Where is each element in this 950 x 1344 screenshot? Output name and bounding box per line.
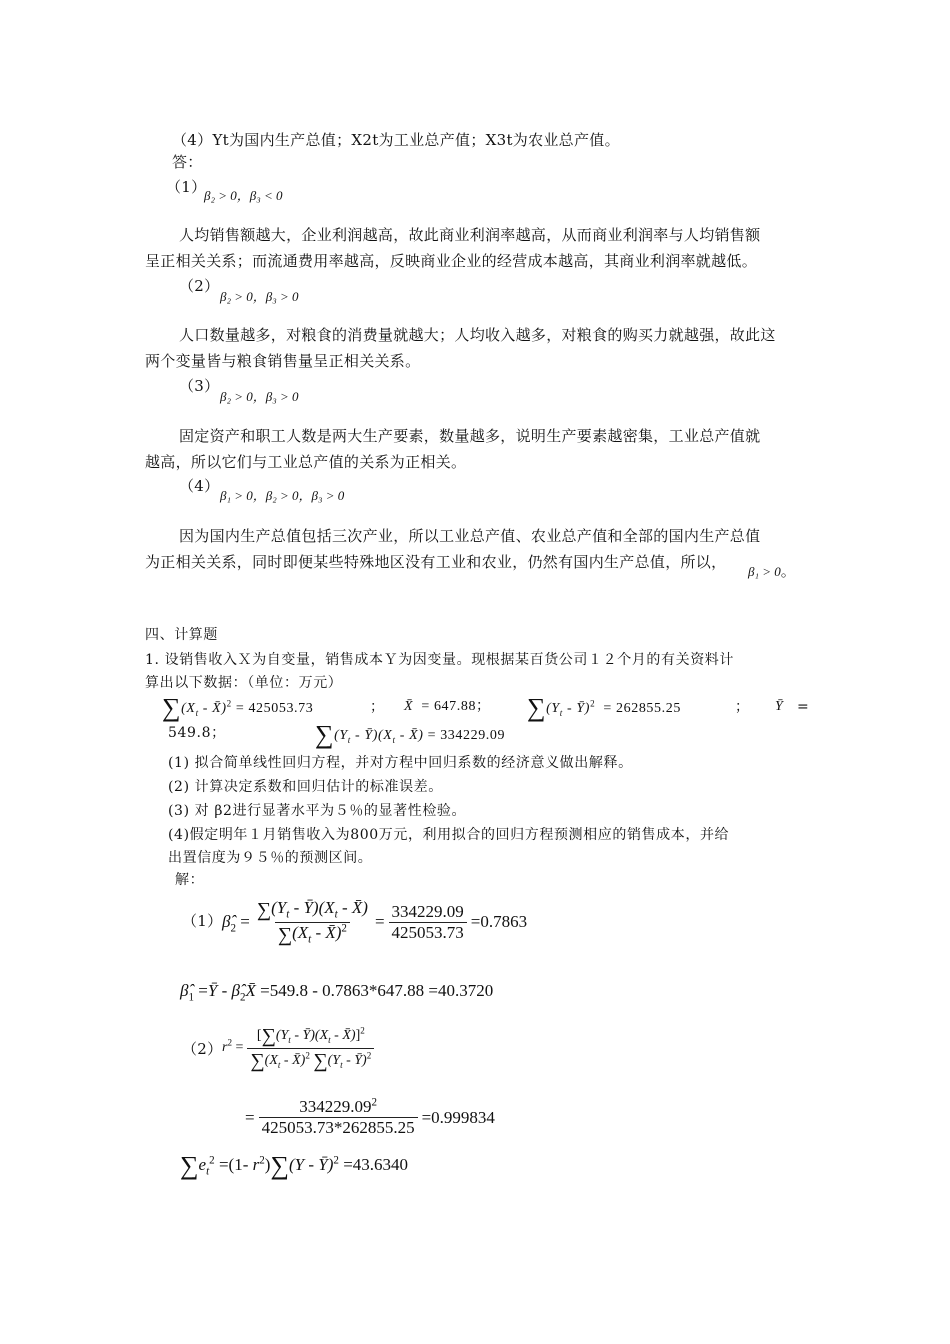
answer-3-condition: β₂ > 0，β₃ > 0 — [220, 389, 299, 404]
given-ybar-value: 549.8； — [168, 725, 226, 741]
sub-question-4-line2: 出置信度为９５％的预测区间。 — [168, 850, 373, 866]
r2-fraction-numeric: $\frac{334229.09^2}{425053.73*262855.25}$ — [259, 1097, 418, 1139]
given-sep-2: ； — [735, 699, 750, 715]
given-ybar: Ȳ — [775, 699, 784, 714]
answer-2-text-line2: 两个变量皆与粮食销售量呈正相关关系。 — [145, 352, 421, 370]
sse-formula: $\sum e_t^2 =(1-$ $r^2)\sum(Y$ - Ȳ)$^2$ =43.6340 — [180, 1151, 409, 1180]
solution-1-number: （1） — [182, 912, 223, 930]
r2-formula: $r^2$ = $\frac{[\sum(Y_t - Ȳ)(X_t - X̄)]^2}{\sum(X_t - X̄)^2 \sum(Y_t - Ȳ)^2}$ — [222, 1024, 374, 1073]
answer-1-text-line2: 呈正相关关系；而流通费用率越高，反映商业企业的经营成本越高，其商业利润率就越低。 — [145, 252, 758, 270]
sub-question-3: (3) 对 β2进行显著水平为５％的显著性检验。 — [168, 803, 467, 819]
r2-numeric: = $\frac{334229.09^2}{425053.73*262855.25}$ =0.999834 — [245, 1096, 495, 1138]
r2-value: =0.999834 — [421, 1107, 495, 1127]
beta2-fraction-numeric: $\frac{334229.09}{425053.73}$ — [389, 902, 467, 944]
solution-label: 解： — [175, 872, 205, 888]
beta2-hat-formula: $\betâ_2$ = $\frac{\sum(Y_t - Ȳ)(X_t - X̄)}{\sum(X_t - X̄)^2}$ = $\frac{334229.09}{425053.73}$ =0.7863 — [222, 898, 528, 946]
solution-2-number: （2） — [182, 1040, 223, 1058]
answer-3-text-line1: 固定资产和职工人数是两大生产要素，数量越多，说明生产要素越密集，工业总产值就 — [179, 427, 761, 445]
answer-4-number: （4） — [179, 477, 220, 495]
answer-4-tail-condition: β₁ > 0。 — [748, 564, 797, 580]
answer-4-text-line1: 因为国内生产总值包括三次产业，所以工业总产值、农业总产值和全部的国内生产总值 — [179, 527, 761, 545]
sub-question-1: (1) 拟合简单线性回归方程，并对方程中回归系数的经济意义做出解释。 — [168, 755, 633, 771]
answer-4-text-line2: 为正相关关系，同时即便某些特殊地区没有工业和农业，仍然有国内生产总值，所以， — [145, 553, 727, 571]
answer-label: 答： — [172, 153, 203, 171]
problem-1-line2: 算出以下数据：（单位：万元） — [145, 675, 343, 691]
sub-question-2: (2) 计算决定系数和回归估计的标准误差。 — [168, 779, 443, 795]
beta2-fraction-symbolic: $\frac{\sum(Y_t - Ȳ)(X_t - X̄)}{\sum(X_t - X̄)^2}$ — [256, 898, 368, 946]
given-sum-yy: $\sum(Y_t$ - Ȳ)$^2$ = 262855.25 — [527, 693, 681, 722]
question-4-statement: （4）Yt为国内生产总值；X2t为工业总产值；X3t为农业总产值。 — [172, 131, 620, 149]
problem-1-line1: 1. 设销售收入Ｘ为自变量，销售成本Ｙ为因变量。现根据某百货公司１２个月的有关资料计 — [145, 652, 735, 668]
given-sep-1: ； — [370, 699, 385, 715]
sub-question-4-line1: (4)假定明年１月销售收入为800万元，利用拟合的回归方程预测相应的销售成本，并给 — [168, 827, 730, 843]
given-ybar-equals: = — [797, 699, 810, 715]
answer-1-number: （1） — [166, 178, 207, 196]
given-sum-xx: $\sum(X_t$ - X̄)$^2$ = 425053.73 — [162, 693, 314, 722]
r2-fraction-symbolic: $\frac{[\sum(Y_t - Ȳ)(X_t - X̄)]^2}{\sum(X_t - X̄)^2 \sum(Y_t - Ȳ)^2}$ — [247, 1024, 374, 1073]
answer-3-number: （3） — [179, 377, 220, 395]
answer-1-text-line1: 人均销售额越大，企业利润越高，故此商业利润率越高，从而商业利润率与人均销售额 — [179, 226, 761, 244]
beta2-value: =0.7863 — [470, 912, 528, 932]
answer-2-text-line1: 人口数量越多，对粮食的消费量就越大；人均收入越多，对粮食的购买力就越强，故此这 — [179, 326, 776, 344]
given-xbar: X̄ = 647.88； — [404, 699, 491, 714]
answer-2-condition: β₂ > 0，β₃ > 0 — [220, 289, 299, 304]
answer-3-text-line2: 越高，所以它们与工业总产值的关系为正相关。 — [145, 453, 467, 471]
beta1-hat-formula: $\betâ_1$ =Ȳ - $\betâ_2X̄ =549.8 - 0.7863*647.88 =40.3720$ — [180, 981, 494, 1004]
section-title: 四、计算题 — [145, 627, 218, 643]
answer-4-condition: β₁ > 0，β₂ > 0，β₃ > 0 — [220, 488, 345, 503]
given-sum-xy: $\sum(Y_t$ - $Ȳ)(X_t$ - X̄) = 334229.09 — [315, 720, 506, 749]
answer-1-condition: β₂ > 0，β₃ < 0 — [204, 188, 283, 203]
answer-2-number: （2） — [179, 277, 220, 295]
